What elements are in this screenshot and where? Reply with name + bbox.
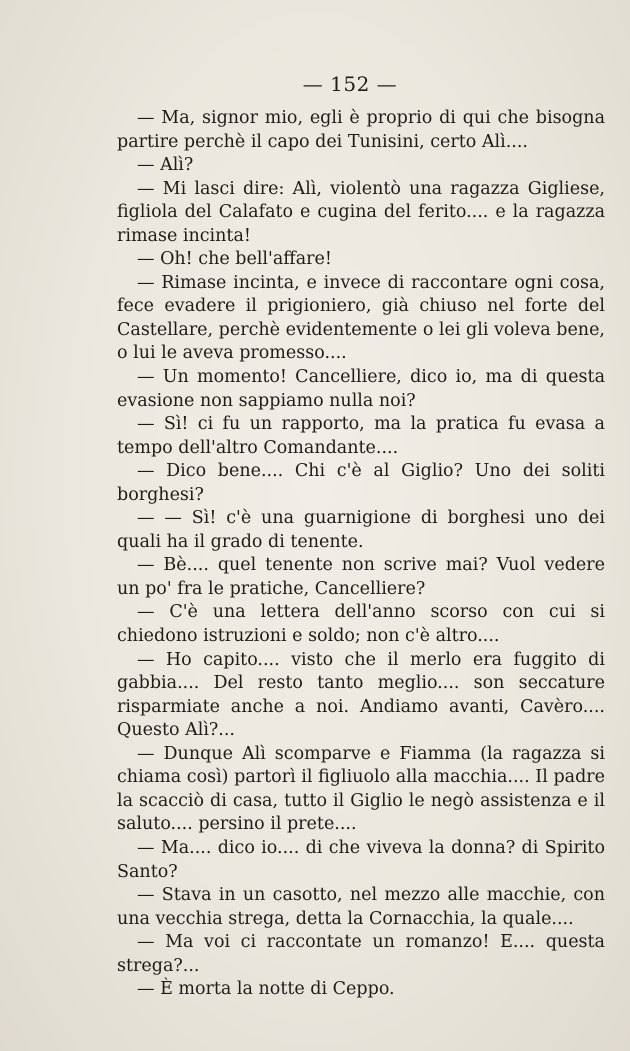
paragraph: — Mi lasci dire: Alì, violentò una ragazza Gigliese, figliola del Calafato e cugina del ferito.... e la ragazza rimase incinta! (117, 178, 605, 246)
paragraph: — Oh! che bell'affare! (137, 249, 332, 270)
paragraph: — Bè.... quel tenente non scrive mai? Vuol vedere un po' fra le pratiche, Cancelliere? (117, 555, 605, 599)
paragraph: — C'è una lettera dell'anno scorso con cui si chiedono istruzioni e soldo; non c'è altro.... (117, 602, 605, 647)
paragraph: — — Sì! c'è una guarnigione di borghesi uno dei quali ha il grado di tenente. (117, 508, 605, 552)
paragraph: — Dico bene.... Chi c'è al Giglio? Uno dei soliti borghesi? (117, 461, 605, 505)
paragraph: — Ma.... dico io.... di che viveva la donna? di Spirito Santo? (117, 837, 605, 882)
paragraph: — Alì? (137, 155, 194, 176)
page-number: — 152 — (302, 72, 398, 96)
paragraph: — Stava in un casotto, nel mezzo alle macchie, con una vecchia strega, detta la Cornacchia, la quale.... (117, 885, 605, 929)
body-text (117, 107, 605, 1002)
paragraph: — Sì! ci fu un rapporto, ma la pratica fu evasa a tempo dell'altro Comandante.... (117, 414, 605, 458)
paragraph: — Ma, signor mio, egli è proprio di qui che bisogna partire perchè il capo dei Tunisini, certo Alì.... (117, 108, 605, 152)
paragraph: — Rimase incinta, e invece di raccontare ogni cosa, fece evadere il prigioniero, già chiuso nel forte del Castellare, perchè evidentemente o lei gli voleva bene, o lui le aveva promesso.... (117, 272, 605, 364)
paragraph: — Dunque Alì scomparve e Fiamma (la ragazza si chiama così) partorì il figliuolo alla macchia.... Il padre la scacciò di casa, tutto il Giglio le negò assistenza e il saluto.... persino il prete.... (117, 743, 605, 835)
paragraph: — Un momento! Cancelliere, dico io, ma di questa evasione non sappiamo nulla noi? (117, 367, 605, 411)
paragraph: — Ma voi ci raccontate un romanzo! E.... questa strega?... (117, 932, 605, 976)
paragraph: — Ho capito.... visto che il merlo era fuggito di gabbia.... Del resto tanto meglio.... son seccature risparmiate anche a noi. Andiamo avanti, Cavèro.... Questo Alì?... (117, 649, 605, 741)
paragraph: — È morta la notte di Ceppo. (137, 979, 395, 1000)
